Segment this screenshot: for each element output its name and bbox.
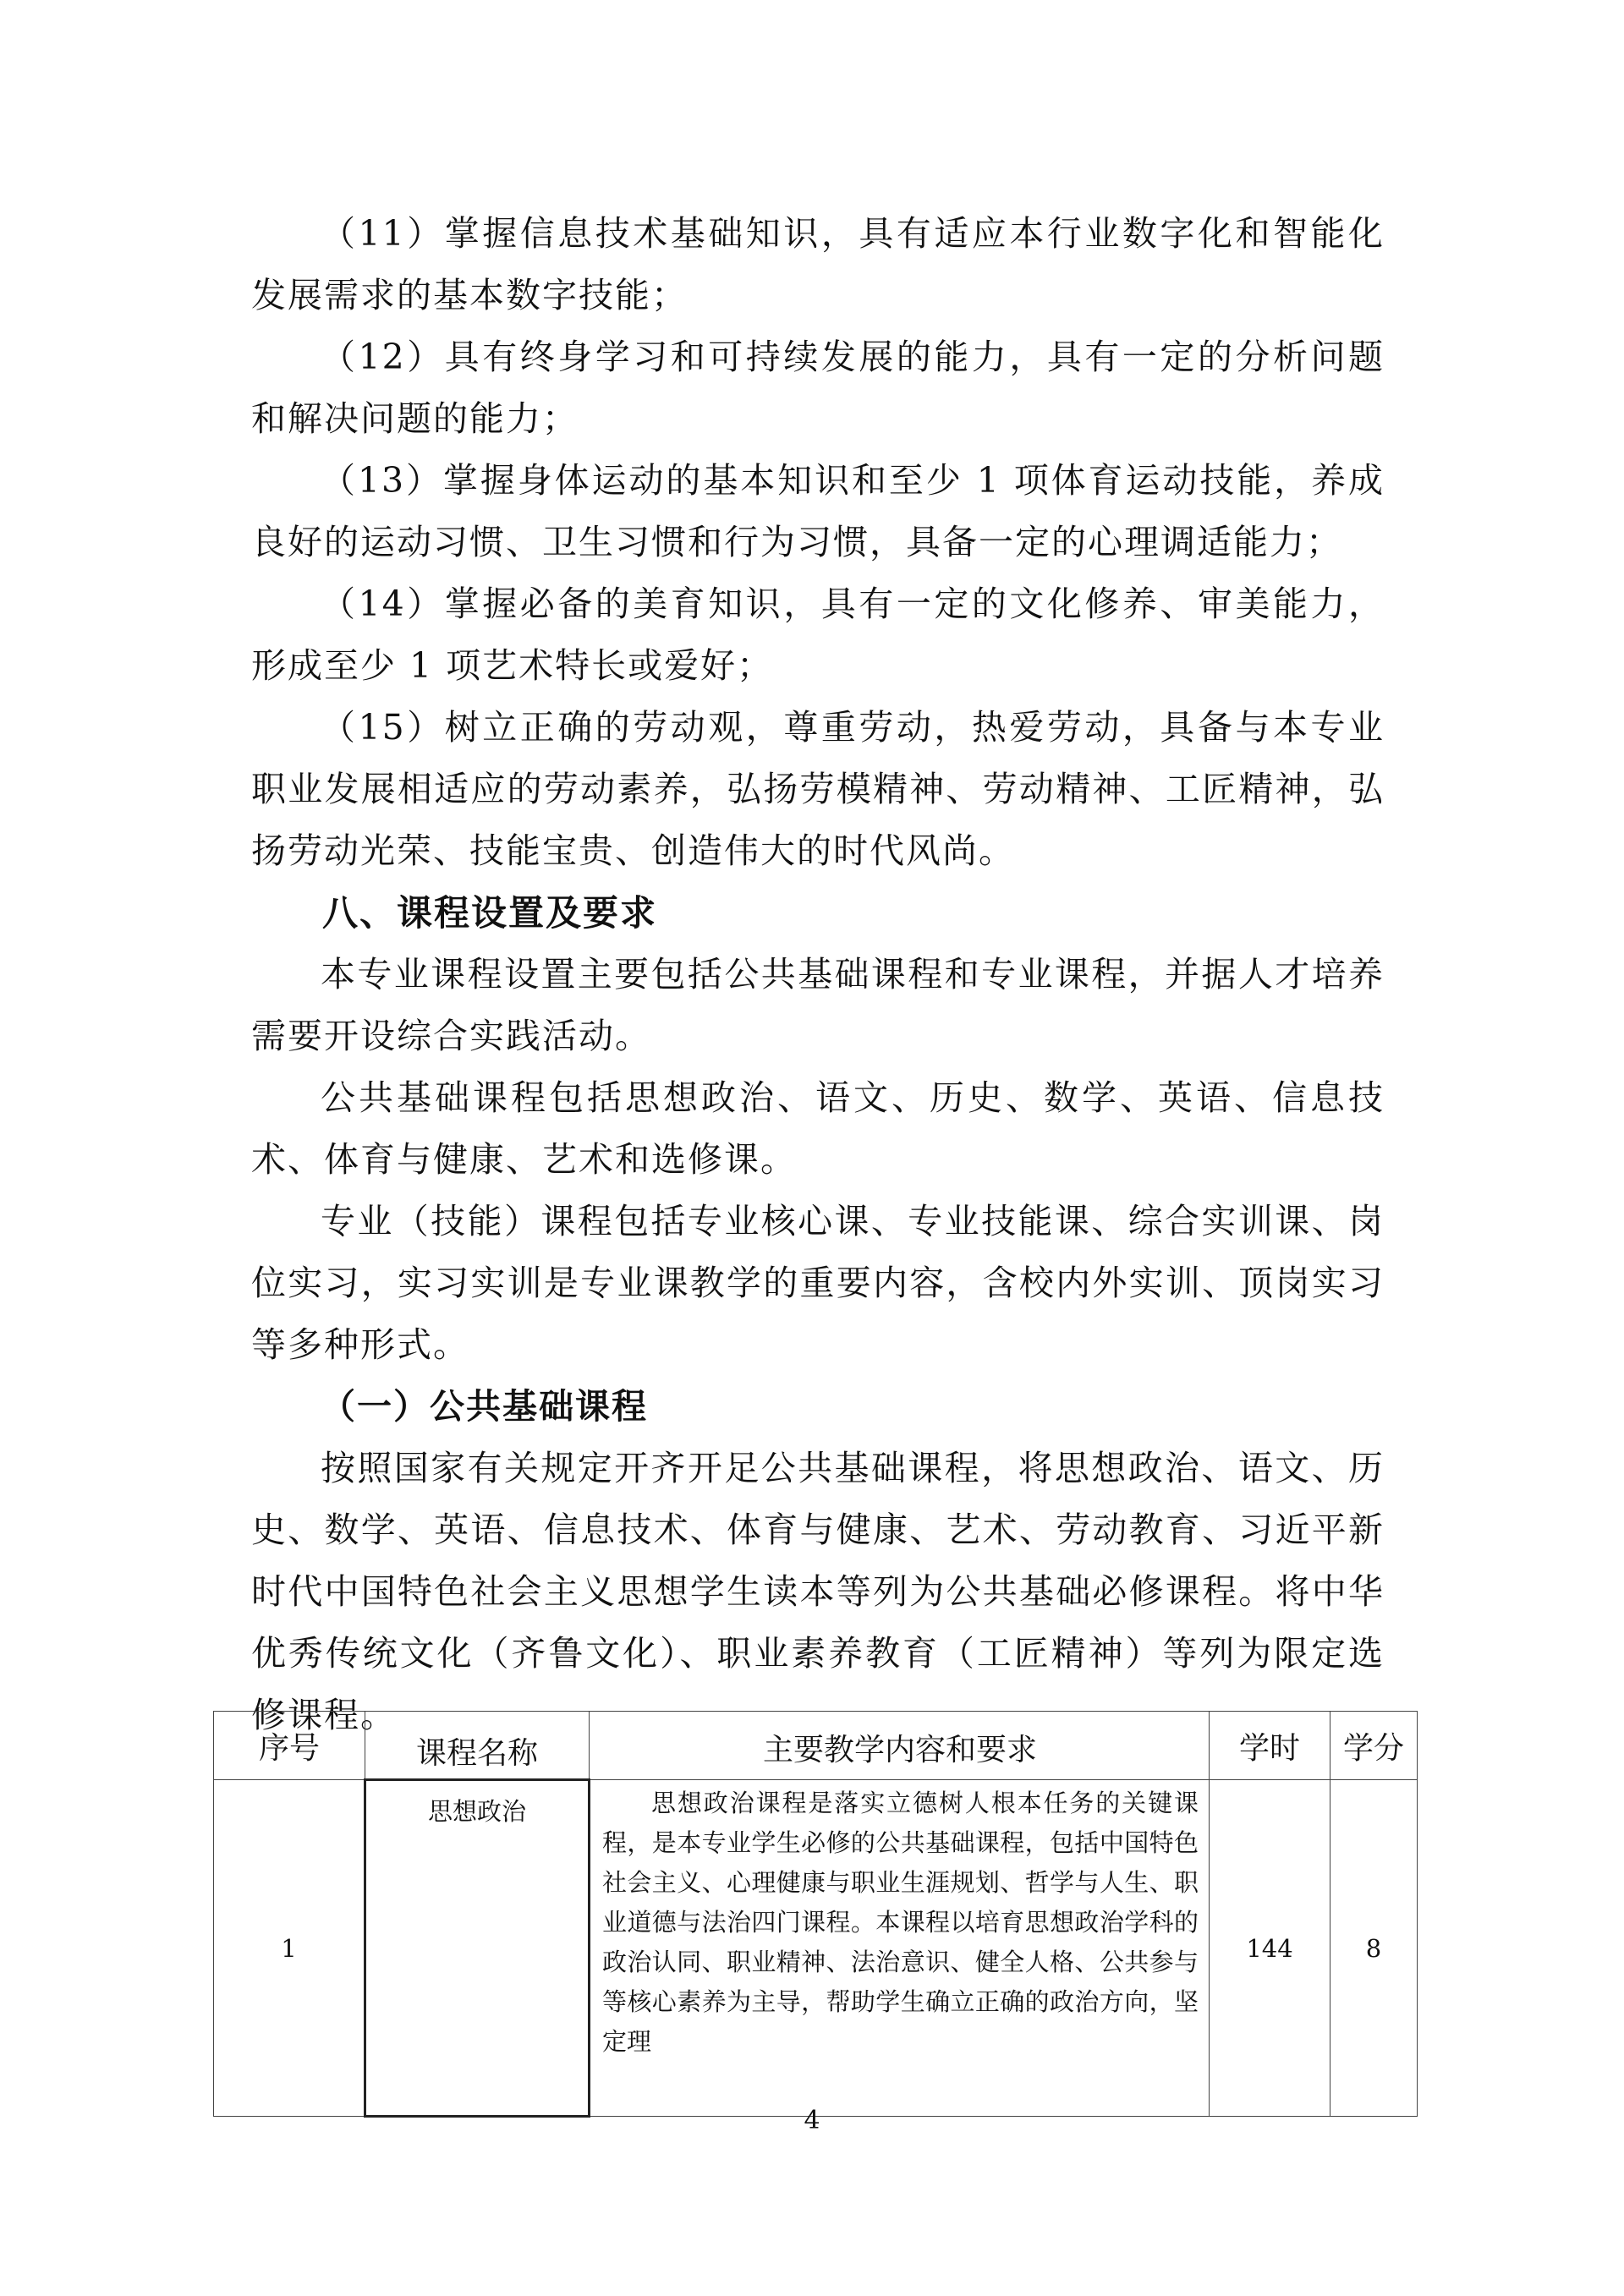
subsection-paragraph: 按照国家有关规定开齐开足公共基础课程，将思想政治、语文、历史、数学、英语、信息技术、体育与健康、艺术、劳动教育、习近平新时代中国特色社会主义思想学生读本等列为公共基础必修课程。将中华优秀传统文化（齐鲁文化）、职业素养教育（工匠精神）等列为限定选修课程。 bbox=[251, 1448, 1385, 1735]
section-heading: 八、课程设置及要求 bbox=[322, 892, 658, 934]
intro-paragraph-2: 公共基础课程包括思想政治、语文、历史、数学、英语、信息技术、体育与健康、艺术和选修课。 bbox=[251, 1077, 1385, 1180]
header-content: 主要教学内容和要求 bbox=[590, 1712, 1210, 1780]
intro-paragraph-1: 本专业课程设置主要包括公共基础课程和专业课程，并据人才培养需要开设综合实践活动。 bbox=[251, 954, 1385, 1056]
paragraph-item-12: （12）具有终身学习和可持续发展的能力，具有一定的分析问题和解决问题的能力； bbox=[251, 337, 1385, 439]
subsection-heading: （一）公共基础课程 bbox=[321, 1386, 648, 1427]
paragraph-item-13: （13）掌握身体运动的基本知识和至少 1 项体育运动技能，养成良好的运动习惯、卫生习惯和行为习惯，具备一定的心理调适能力； bbox=[251, 460, 1385, 562]
row-course-name: 思想政治 bbox=[365, 1780, 590, 2117]
row-number: 1 bbox=[214, 1780, 365, 2117]
header-credits: 学分 bbox=[1330, 1712, 1418, 1780]
course-table bbox=[213, 1711, 1418, 2118]
page-number: 4 bbox=[804, 2106, 820, 2135]
row-hours: 144 bbox=[1210, 1780, 1330, 2117]
paragraph-item-11: （11）掌握信息技术基础知识，具有适应本行业数字化和智能化发展需求的基本数字技能； bbox=[251, 213, 1385, 315]
intro-paragraph-3: 专业（技能）课程包括专业核心课、专业技能课、综合实训课、岗位实习，实习实训是专业课教学的重要内容，含校内外实训、顶岗实习等多种形式。 bbox=[251, 1201, 1385, 1365]
table-header-row bbox=[214, 1712, 1418, 1780]
header-hours: 学时 bbox=[1210, 1712, 1330, 1780]
header-course-name: 课程名称 bbox=[365, 1712, 590, 1780]
table-row bbox=[214, 1780, 1418, 2117]
paragraph-item-14: （14）掌握必备的美育知识，具有一定的文化修养、审美能力，形成至少 1 项艺术特长或爱好； bbox=[251, 584, 1385, 686]
row-content: 思想政治课程是落实立德树人根本任务的关键课程，是本专业学生必修的公共基础课程，包括中国特色社会主义、心理健康与职业生涯规划、哲学与人生、职业道德与法治四门课程。本课程以培育思想政治学科的政治认同、职业精神、法治意识、健全人格、公共参与等核心素养为主导，帮助学生确立正确的政治方向，坚定理 bbox=[590, 1780, 1210, 2117]
body-text bbox=[251, 203, 1385, 1746]
header-number: 序号 bbox=[214, 1712, 365, 1780]
row-credits: 8 bbox=[1330, 1780, 1418, 2117]
paragraph-item-15: （15）树立正确的劳动观，尊重劳动，热爱劳动，具备与本专业职业发展相适应的劳动素养，弘扬劳模精神、劳动精神、工匠精神，弘扬劳动光荣、技能宝贵、创造伟大的时代风尚。 bbox=[251, 707, 1385, 871]
